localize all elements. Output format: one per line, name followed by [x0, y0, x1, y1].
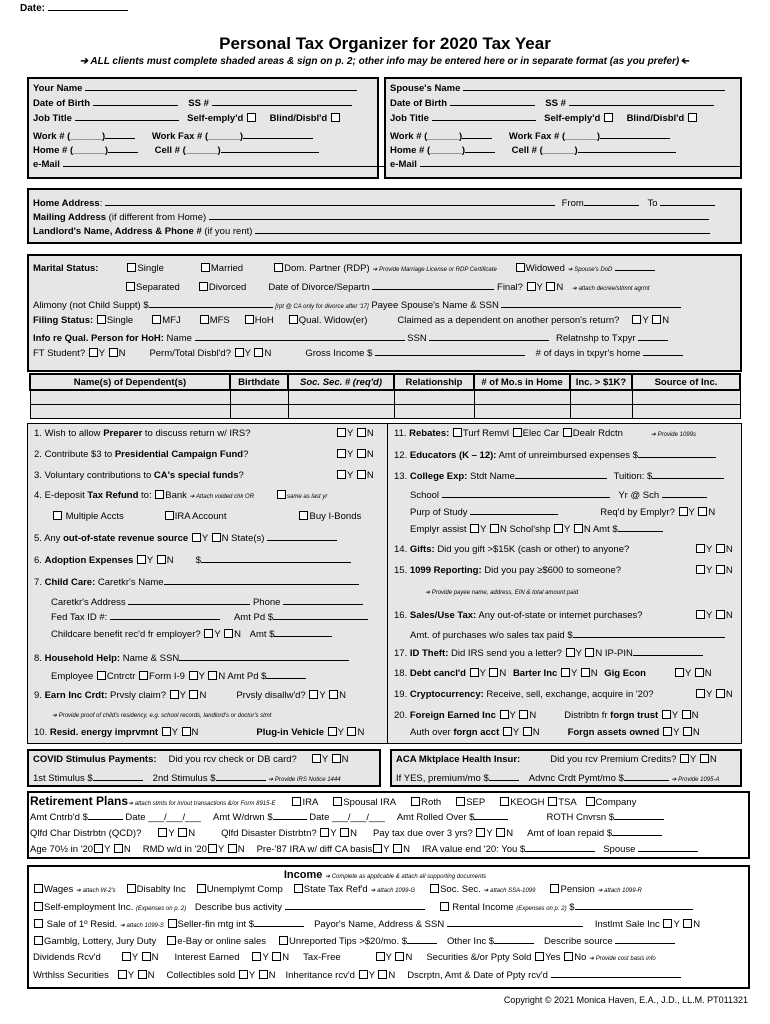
checkbox[interactable] — [337, 470, 346, 479]
perm-no-checkbox[interactable] — [254, 348, 263, 357]
q20-auth[interactable]: Auth over forgn acct Y N Forgn assets owned Y N — [410, 727, 700, 738]
checkbox[interactable] — [182, 727, 191, 736]
spouse-email-field[interactable]: e-Mail — [390, 158, 742, 171]
checkbox[interactable] — [393, 844, 402, 853]
retirement-row-3[interactable]: Qlfd Char Distrbtn (QCD)? Y N Qlfd Disaster Distrbtn? Y N Pay tax due over 3 yrs? Y N Amt of loan repaid $ — [30, 827, 662, 840]
checkbox[interactable] — [696, 544, 705, 553]
your-name-field[interactable]: Your Name — [33, 82, 357, 95]
ira-account-checkbox[interactable] — [165, 511, 174, 520]
dependent-row[interactable] — [30, 390, 740, 404]
checkbox[interactable] — [535, 952, 544, 961]
checkbox[interactable] — [168, 919, 177, 928]
dom-partner-checkbox[interactable] — [274, 263, 283, 272]
q7-address[interactable]: Caretkr's Address Phone — [51, 596, 363, 609]
checkbox[interactable] — [470, 668, 479, 677]
retirement-row-2[interactable]: Amt Cntrb'd $ Date ___/___/___ Amt W/drwn $ Date ___/___/___ Amt Rolled Over $ ROTH Cnvrsn $ — [30, 811, 664, 824]
checkbox[interactable] — [279, 936, 288, 945]
sep-checkbox[interactable] — [456, 797, 465, 806]
landlord-field[interactable]: Landlord's Name, Address & Phone # (if you rent) — [33, 225, 710, 238]
copyright: Copyright © 2021 Monica Haven, E.A., J.D., LL.M. PT011321 — [503, 995, 748, 1005]
checkbox[interactable] — [212, 533, 221, 542]
home-address-field[interactable]: Home Address: From To — [33, 197, 715, 210]
covid-row[interactable]: COVID Stimulus Payments: Did you rcv check or DB card? Y N — [33, 754, 349, 765]
checkbox[interactable] — [696, 610, 705, 619]
dependents-header-row — [30, 374, 740, 390]
col-months: # of Mo.s in Home — [474, 374, 570, 390]
checkbox[interactable] — [208, 671, 217, 680]
checkbox[interactable] — [224, 629, 233, 638]
checkbox[interactable] — [252, 952, 261, 961]
checkbox[interactable] — [564, 952, 573, 961]
company-checkbox[interactable] — [586, 797, 595, 806]
checkbox[interactable] — [167, 936, 176, 945]
checkbox[interactable] — [490, 524, 499, 533]
checkbox[interactable] — [158, 828, 167, 837]
q2-yn[interactable]: Y N — [336, 449, 374, 461]
q7-benefit[interactable]: Childcare benefit rec'd fr employer? Y N Amt $ — [51, 628, 332, 641]
q4-edeposit: 4. E-deposit Tax Refund to: Bank ➔ Attach voided chk OR same as last yr — [34, 490, 328, 501]
checkbox[interactable] — [114, 844, 123, 853]
col-birthdate: Birthdate — [230, 374, 288, 390]
dob-field[interactable]: Date of Birth SS # — [33, 97, 352, 110]
q3-yn[interactable]: Y N — [336, 470, 374, 482]
q16-amt[interactable]: Amt. of purchases w/o sales tax paid $ — [410, 629, 725, 642]
tsa-checkbox[interactable] — [548, 797, 557, 806]
home-phone-field[interactable]: Home # (______) Cell # (______) — [33, 144, 319, 157]
divorced-checkbox[interactable] — [199, 282, 208, 291]
q14-yn[interactable]: Y N — [695, 544, 733, 556]
checkbox[interactable] — [337, 449, 346, 458]
q8-employee[interactable]: Employee Cntrctr Form I-9 Y N Amt Pd $ — [51, 670, 306, 683]
checkbox[interactable] — [585, 648, 594, 657]
checkbox[interactable] — [309, 690, 318, 699]
checkbox[interactable] — [157, 555, 166, 564]
checkbox[interactable] — [340, 828, 349, 837]
checkbox[interactable] — [716, 565, 725, 574]
q15-1099: 15. 1099 Reporting: Did you pay ≥$600 to someone? — [394, 565, 622, 576]
q5-outofstate[interactable]: 5. Any out-of-state revenue source Y N State(s) — [34, 532, 337, 545]
checkbox[interactable] — [489, 668, 498, 677]
q3-ca-funds: 3. Voluntary contributions to CA's special funds? — [34, 470, 244, 481]
checkbox[interactable] — [566, 648, 575, 657]
same-checkbox[interactable] — [277, 490, 286, 499]
checkbox[interactable] — [523, 727, 532, 736]
spouse-job-title-field[interactable]: Job Title Self-emply'd Blind/Disbl'd — [390, 112, 698, 125]
q17-idtheft[interactable]: 17. ID Theft: Did IRS send you a letter? Y N IP-PIN — [394, 647, 703, 660]
married-checkbox[interactable] — [201, 263, 210, 272]
separated-checkbox[interactable] — [126, 282, 135, 291]
q14-gifts: 14. Gifts: Did you gift >$15K (cash or other) to anyone? — [394, 544, 630, 555]
spouse-home-phone-field[interactable]: Home # (______) Cell # (______) — [390, 144, 676, 157]
dependents-table — [29, 373, 741, 419]
checkbox[interactable] — [700, 754, 709, 763]
col-relationship: Relationship — [394, 374, 474, 390]
email-field[interactable]: e-Mail — [33, 158, 385, 171]
bank-checkbox[interactable] — [155, 490, 164, 499]
filing-single-checkbox[interactable] — [97, 315, 106, 324]
spouse-blind-checkbox[interactable] — [688, 113, 697, 122]
stimulus-row[interactable]: 1st Stimulus $ 2nd Stimulus $ ➔ Provide IRS Notice 1444 — [33, 773, 341, 784]
checkbox[interactable] — [550, 884, 559, 893]
filing-mfj-checkbox[interactable] — [152, 315, 161, 324]
questions-divider — [387, 423, 388, 744]
col-income: Inc. > $1K? — [570, 374, 632, 390]
checkbox[interactable] — [679, 507, 688, 516]
q13-assist[interactable]: Emplyr assist Y N Schol'shp Y N Amt $ — [410, 523, 663, 536]
checkbox[interactable] — [329, 690, 338, 699]
ft-student-row[interactable]: FT Student? Y N Perm/Total Disbl'd? Y N Gross Income $ # of days in txpyr's home — [33, 347, 683, 360]
checkbox[interactable] — [500, 710, 509, 719]
filing-qw-checkbox[interactable] — [289, 315, 298, 324]
q16-sales-tax: 16. Sales/Use Tax: Any out-of-state or internet purchases? — [394, 610, 643, 621]
checkbox[interactable] — [675, 668, 684, 677]
q2-campaign: 2. Contribute $3 to Presidential Campaign Fund? — [34, 449, 249, 460]
col-source: Source of Inc. — [632, 374, 740, 390]
alimony-row[interactable]: Alimony (not Child Suppt) $ [rpt @ CA only for divorce after '17] Payee Spouse's Name & SSN — [33, 299, 681, 313]
q13-purpose[interactable]: Purp of Study Req'd by Emplyr? Y N — [410, 507, 716, 518]
checkbox[interactable] — [178, 828, 187, 837]
checkbox[interactable] — [357, 428, 366, 437]
checkbox[interactable] — [197, 884, 206, 893]
checkbox[interactable] — [189, 690, 198, 699]
claimed-no-checkbox[interactable] — [652, 315, 661, 324]
checkbox[interactable] — [561, 668, 570, 677]
self-emp-checkbox[interactable] — [247, 113, 256, 122]
q18-debt[interactable]: 18. Debt cancl'd Y N Barter Inc Y N Gig Econ Y N — [394, 668, 712, 679]
widowed-checkbox[interactable] — [516, 263, 525, 272]
checkbox[interactable] — [682, 710, 691, 719]
checkbox[interactable] — [453, 428, 462, 437]
spouse-dob-field[interactable]: Date of Birth SS # — [390, 97, 714, 110]
notice: ➔ ALL clients must complete shaded areas & sign on p. 2; other info may be entered here or in separate format (as you prefer) ➔ — [79, 56, 691, 67]
checkbox[interactable] — [127, 884, 136, 893]
checkbox[interactable] — [138, 970, 147, 979]
checkbox[interactable] — [122, 952, 131, 961]
filing-mfs-checkbox[interactable] — [200, 315, 209, 324]
income-row-5[interactable]: Dividends Rcv'd Y N Interest Earned Y N Tax-Free Y N Securities &/or Ppty Sold Yes No ➔ Provide cost basis info — [33, 952, 656, 963]
checkbox[interactable] — [378, 970, 387, 979]
checkbox[interactable] — [662, 710, 671, 719]
blind-checkbox[interactable] — [331, 113, 340, 122]
checkbox[interactable] — [139, 671, 148, 680]
checkbox[interactable] — [574, 524, 583, 533]
mailing-address-field[interactable]: Mailing Address (if different from Home) — [33, 211, 709, 224]
ira-checkbox[interactable] — [292, 797, 301, 806]
q1-preparer: 1. Wish to allow Preparer to discuss return w/ IRS? — [34, 428, 251, 439]
q9-note: ➔ Provide proof of child's residency, e.g. school records, landlord's or doctor's stmt — [52, 713, 272, 719]
checkbox[interactable] — [680, 754, 689, 763]
checkbox[interactable] — [716, 610, 725, 619]
checkbox[interactable] — [663, 727, 672, 736]
filing-hoh-checkbox[interactable] — [245, 315, 254, 324]
checkbox[interactable] — [683, 727, 692, 736]
checkbox[interactable] — [332, 754, 341, 763]
keogh-checkbox[interactable] — [500, 797, 509, 806]
checkbox[interactable] — [513, 428, 522, 437]
checkbox[interactable] — [34, 919, 43, 928]
col-ssn: Soc. Sec. # (req'd) — [288, 374, 394, 390]
checkbox[interactable] — [294, 884, 303, 893]
checkbox[interactable] — [162, 727, 171, 736]
aca-row[interactable]: ACA Mktplace Health Insur: Did you rcv Premium Credits? Y N — [396, 754, 717, 765]
checkbox[interactable] — [320, 828, 329, 837]
checkbox[interactable] — [359, 970, 368, 979]
checkbox[interactable] — [357, 470, 366, 479]
checkbox[interactable] — [503, 727, 512, 736]
roth-checkbox[interactable] — [411, 797, 420, 806]
retirement-row-1: Retirement Plans➔ attach stmts for in/out transactions &/or Form 8915-E IRA Spousal IRA Roth SEP KEOGH TSA Company — [30, 794, 637, 808]
checkbox[interactable] — [189, 671, 198, 680]
checkbox[interactable] — [337, 428, 346, 437]
q10-energy[interactable]: 10. Resid. energy imprvmnt Y N Plug-in Vehicle Y N — [34, 727, 365, 738]
q4-options: Multiple Accts IRA Account Buy I-Bonds — [52, 511, 361, 523]
checkbox[interactable] — [97, 671, 106, 680]
checkbox[interactable] — [208, 844, 217, 853]
q7-fedtax[interactable]: Fed Tax ID #: Amt Pd $ — [51, 611, 368, 624]
checkbox[interactable] — [34, 936, 43, 945]
checkbox[interactable] — [357, 449, 366, 458]
checkbox[interactable] — [204, 629, 213, 638]
checkbox[interactable] — [118, 970, 127, 979]
checkbox[interactable] — [554, 524, 563, 533]
q19-yn[interactable]: Y N — [695, 689, 733, 701]
marital-row-1: Marital Status: Single Married Dom. Partner (RDP) ➔ Provide Marriage License or RDP Certificate Widowed ➔ Spouse's DoD — [33, 262, 655, 276]
q13-school[interactable]: School Yr @ Sch — [410, 489, 707, 502]
q7-childcare[interactable]: 7. Child Care: Caretkr's Name — [34, 576, 359, 589]
date-field[interactable] — [20, 2, 128, 15]
q16-yn[interactable]: Y N — [695, 610, 733, 622]
page-title: Personal Tax Organizer for 2020 Tax Year — [219, 34, 551, 53]
q6-adoption[interactable]: 6. Adoption Expenses Y N $ — [34, 554, 351, 567]
checkbox[interactable] — [373, 844, 382, 853]
checkbox[interactable] — [137, 555, 146, 564]
date-label: Date: — [20, 3, 46, 14]
dependent-row[interactable] — [30, 404, 740, 418]
q19-crypto: 19. Cryptocurrency: Receive, sell, exchange, acquire in '20? — [394, 689, 654, 700]
checkbox[interactable] — [581, 668, 590, 677]
checkbox[interactable] — [395, 952, 404, 961]
checkbox[interactable] — [228, 844, 237, 853]
claimed-yes-checkbox[interactable] — [632, 315, 641, 324]
q20-foreign[interactable]: 20. Foreign Earned Inc Y N Distribtn fr forgn trust Y N — [394, 710, 699, 721]
checkbox[interactable] — [376, 952, 385, 961]
checkbox[interactable] — [563, 428, 572, 437]
spouse-work-phone-field[interactable]: Work # (______) Work Fax # (______) — [390, 130, 670, 143]
checkbox[interactable] — [259, 970, 268, 979]
ft-student-yes-checkbox[interactable] — [89, 348, 98, 357]
checkbox[interactable] — [496, 828, 505, 837]
perm-yes-checkbox[interactable] — [235, 348, 244, 357]
single-checkbox[interactable] — [127, 263, 136, 272]
checkbox[interactable] — [192, 533, 201, 542]
checkbox[interactable] — [716, 689, 725, 698]
spousal-ira-checkbox[interactable] — [333, 797, 342, 806]
checkbox[interactable] — [663, 919, 672, 928]
marital-row-2: Separated Divorced Date of Divorce/Separtn Final? Y N ➔ attach decree/stlmnt agrmt — [33, 281, 650, 295]
job-title-field[interactable]: Job Title Self-emply'd Blind/Disbl'd — [33, 112, 341, 125]
final-no-checkbox[interactable] — [546, 282, 555, 291]
q9-eitc[interactable]: 9. Earn Inc Crdt: Prvsly claim? Y N Prvsly disallw'd? Y N — [34, 690, 347, 701]
checkbox[interactable] — [347, 727, 356, 736]
checkbox[interactable] — [94, 844, 103, 853]
q12-educators[interactable]: 12. Educators (K – 12): Amt of unreimbursed expenses $ — [394, 449, 716, 462]
checkbox[interactable] — [430, 884, 439, 893]
income-header: Income ➔ Complete as applicable & attach all supporting documents — [283, 869, 487, 881]
q15-yn[interactable]: Y N — [695, 565, 733, 577]
checkbox[interactable] — [696, 689, 705, 698]
checkbox[interactable] — [695, 668, 704, 677]
work-phone-field[interactable]: Work # (______) Work Fax # (______) — [33, 130, 313, 143]
checkbox[interactable] — [696, 565, 705, 574]
hoh-info-row[interactable]: Info re Qual. Person for HoH: Name SSN Relatnshp to Txpyr — [33, 332, 668, 345]
final-yes-checkbox[interactable] — [527, 282, 536, 291]
spouse-self-emp-checkbox[interactable] — [604, 113, 613, 122]
checkbox[interactable] — [312, 754, 321, 763]
checkbox[interactable] — [716, 544, 725, 553]
checkbox[interactable] — [328, 727, 337, 736]
q8-household[interactable]: 8. Household Help: Name & SSN — [34, 652, 349, 665]
aca-premium-row[interactable]: If YES, premium/mo $ Advnc Crdt Pymt/mo $ ➔ Provide 1095-A — [396, 773, 720, 784]
income-row-3[interactable]: Sale of 1º Resid. ➔ attach 1099-S Seller-fin mtg int $ Payor's Name, Address & SSN Instlmt Sale Inc Y N — [33, 918, 700, 932]
ibonds-checkbox[interactable] — [299, 511, 308, 520]
income-row-4[interactable]: Gamblg, Lottery, Jury Duty e-Bay or online sales Unreported Tips >$20/mo. $ Other Inc $ Describe source — [33, 935, 675, 948]
checkbox[interactable] — [683, 919, 692, 928]
retirement-row-4[interactable]: Age 70½ in '20 Y N RMD w/d in '20 Y N Pre-'87 IRA w/ diff CA basis Y N IRA value end '20: You $ Spouse — [30, 843, 698, 856]
checkbox[interactable] — [440, 902, 449, 911]
checkbox[interactable] — [476, 828, 485, 837]
income-row-6[interactable]: Wrthlss Securities Y N Collectibles sold Y N Inheritance rcv'd Y N Dscrptn, Amt & Date of Ppty rcv'd — [33, 969, 681, 982]
q1-yn[interactable]: Y N — [336, 428, 374, 440]
q11-rebates[interactable]: 11. Rebates: Turf Remvl Elec Car Dealr Rdctn ➔ Provide 1099s — [394, 428, 696, 439]
checkbox[interactable] — [272, 952, 281, 961]
checkbox[interactable] — [470, 524, 479, 533]
checkbox[interactable] — [698, 507, 707, 516]
filing-status-row: Filing Status: Single MFJ MFS HoH Qual. Widow(er) Claimed as a dependent on another person's return? Y N — [33, 315, 670, 326]
income-row-2[interactable]: Self-employment Inc. (Expenses on p. 2) Describe bus activity Rental Income (Expenses on p. 2) $ — [33, 901, 693, 915]
q13-college[interactable]: 13. College Exp: Stdt Name Tuition: $ — [394, 470, 724, 483]
checkbox[interactable] — [34, 884, 43, 893]
checkbox[interactable] — [170, 690, 179, 699]
q15-note: ➔ Provide payee name, address, EIN & total amount paid — [425, 590, 579, 596]
checkbox[interactable] — [519, 710, 528, 719]
income-row-1[interactable]: Wages ➔ attach W-2's Disablty Inc Unemplymt Comp State Tax Ref'd ➔ attach 1099-G Soc. Sec. ➔ attach SSA-1099 Pension ➔ attach 1099-R — [33, 884, 642, 897]
checkbox[interactable] — [142, 952, 151, 961]
ft-student-no-checkbox[interactable] — [109, 348, 118, 357]
multiple-accts-checkbox[interactable] — [53, 511, 62, 520]
col-name: Name(s) of Dependent(s) — [30, 374, 230, 390]
checkbox[interactable] — [34, 902, 43, 911]
spouse-name-field[interactable]: Spouse's Name — [390, 82, 725, 95]
checkbox[interactable] — [239, 970, 248, 979]
